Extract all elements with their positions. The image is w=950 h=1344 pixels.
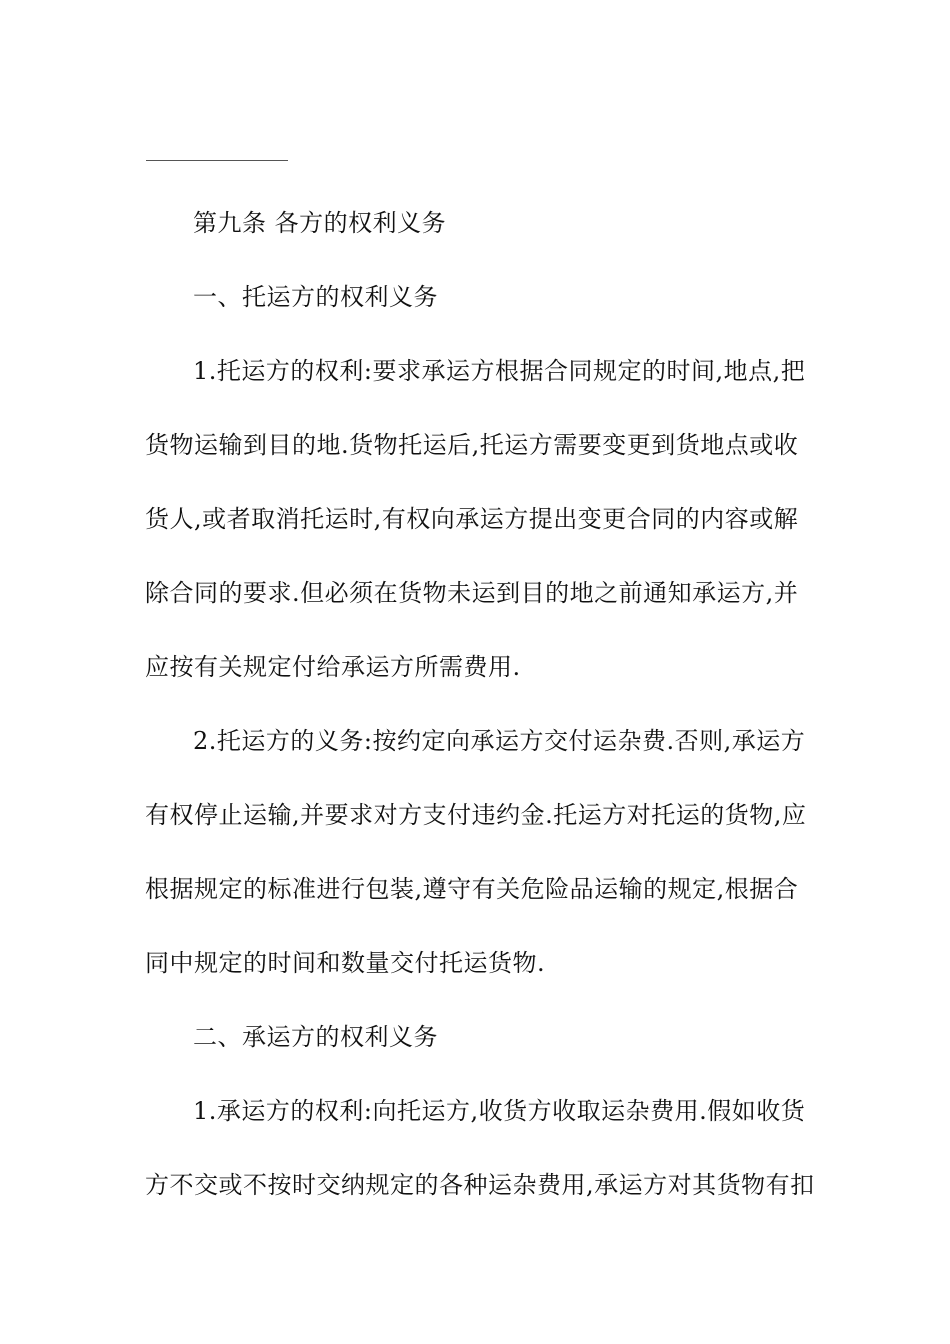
- paragraph-line: 根据规定的标准进行包装,遵守有关危险品运输的规定,根据合: [145, 875, 799, 903]
- article-heading: 第九条 各方的权利义务: [193, 209, 447, 237]
- paragraph-line: 应按有关规定付给承运方所需费用.: [145, 653, 521, 681]
- paragraph-line: 1.托运方的权利:要求承运方根据合同规定的时间,地点,把: [193, 357, 806, 385]
- contract-text: [145, 203, 815, 1239]
- paragraph-line: 有权停止运输,并要求对方支付违约金.托运方对托运的货物,应: [145, 801, 807, 829]
- section-heading-shipper: 一、托运方的权利义务: [193, 283, 438, 311]
- paragraph-line: 除合同的要求.但必须在货物未运到目的地之前通知承运方,并: [145, 579, 799, 607]
- section-heading-carrier: 二、承运方的权利义务: [193, 1023, 438, 1051]
- separator-line: [146, 160, 288, 161]
- paragraph-line: 2.托运方的义务:按约定向承运方交付运杂费.否则,承运方: [193, 727, 806, 755]
- paragraph-line: 同中规定的时间和数量交付托运货物.: [145, 949, 546, 977]
- paragraph-line: 货人,或者取消托运时,有权向承运方提出变更合同的内容或解: [145, 505, 799, 533]
- paragraph-line: 1.承运方的权利:向托运方,收货方收取运杂费用.假如收货: [193, 1097, 806, 1125]
- paragraph-line: 货物运输到目的地.货物托运后,托运方需要变更到货地点或收: [145, 431, 799, 459]
- paragraph-line: 方不交或不按时交纳规定的各种运杂费用,承运方对其货物有扣: [145, 1171, 815, 1199]
